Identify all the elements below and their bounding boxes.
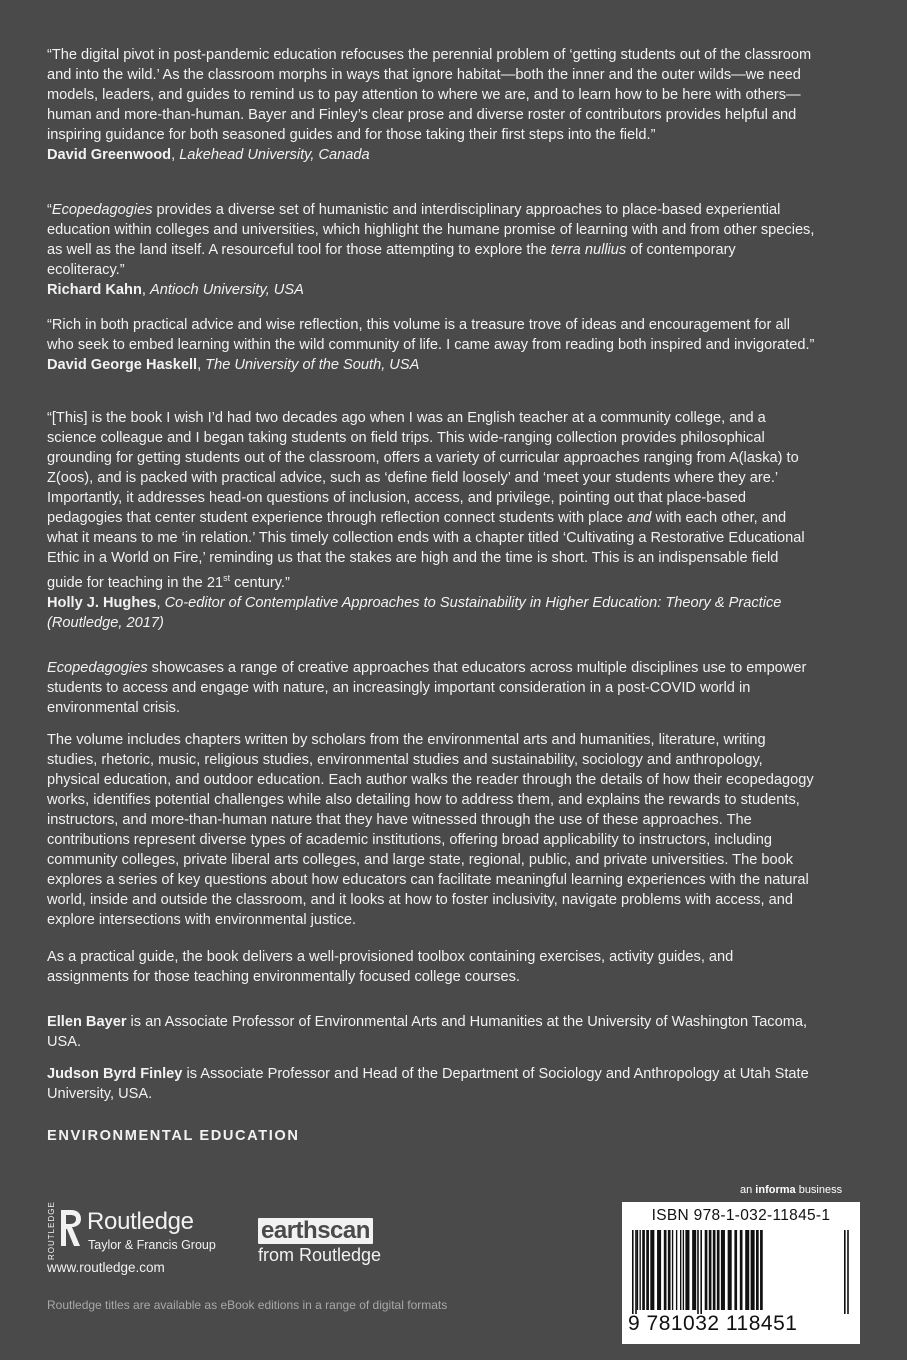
book-description-volume: The volume includes chapters written by scholars from the environmental arts and humanities, literature, writing studies, rhetoric, music, religious studies, environmental studies and sustainability, sociology and anthropology, physical education, and outdoor education. Each author walks the reader through the details of how their ecopedagogy works, identifies potential challenges while also detailing how to address them, and explains the rewards to students, instructors, and more-than-human nature that they have witnessed through the use of these approaches. The contributions represent diverse types of academic institutions, offering broad applicability to instructors, including community colleges, private liberal arts colleges, and large state, regional, public, and private universities. The book explores a series of key questions about how educators can facilitate meaningful learning experiences with the natural world, inside and outside the classroom, and it looks at how to foster inclusivity, navigate problems with access, and explore intersections with environmental justice. [47, 732, 814, 928]
endorser-affiliation: Lakehead University, Canada [179, 147, 370, 163]
barcode-bar [632, 1230, 634, 1314]
endorser-name: Richard Kahn [47, 282, 142, 298]
barcode-bar [680, 1230, 681, 1310]
endorser-name: Holly J. Hughes [47, 594, 157, 611]
barcode-bar [668, 1230, 671, 1310]
author-bio-finley: Judson Byrd Finley is Associate Professor and Head of the Department of Sociology and Anthropology at Utah State University, USA. [47, 1066, 809, 1102]
book-description-intro: Ecopedagogies showcases a range of creative approaches that educators across multiple disciplines use to empower students to access and engage with nature, an increasingly important consideration in a post-COVID world in environmental crisis. [47, 660, 807, 716]
routledge-name: Routledge [87, 1208, 194, 1235]
publisher-url: www.routledge.com [47, 1260, 165, 1275]
earthscan-wordmark: earthscan [258, 1218, 373, 1244]
barcode-bar [635, 1230, 637, 1314]
barcode-bar [642, 1230, 645, 1310]
isbn-label: ISBN 978-1-032-11845-1 [651, 1207, 831, 1224]
book-description-guide: As a practical guide, the book delivers a well-provisioned toolbox containing exercises, activity guides, and assignments for those teaching environmentally focused college courses. [47, 949, 734, 985]
barcode-bar [697, 1230, 699, 1314]
barcode-bar [692, 1230, 696, 1310]
endorser-name: David George Haskell [47, 357, 198, 373]
barcode-bar [717, 1230, 720, 1310]
subject-category: ENVIRONMENTAL EDUCATION [47, 1128, 300, 1144]
barcode-bar [713, 1230, 716, 1310]
barcode-bar [709, 1230, 712, 1310]
isbn-barcode [622, 1202, 860, 1344]
barcode-bar [683, 1230, 684, 1310]
endorsement-greenwood [47, 45, 817, 165]
barcode-bar [740, 1230, 743, 1310]
barcode-bar [721, 1230, 725, 1310]
endorsement-attribution: David George Haskell, The University of the South, USA [47, 357, 420, 373]
barcode-bar [844, 1230, 846, 1314]
barcode-bar [650, 1230, 654, 1310]
author-name: Judson Byrd Finley [47, 1066, 183, 1082]
barcode-bar [700, 1230, 702, 1314]
endorsement-text: “Rich in both practical advice and wise reflection, this volume is a treasure trove of ideas and encouragement for all who seek to embed learning within the wild community of life. I came away from reading both inspired and invigorated.” [47, 317, 815, 353]
endorsement-text: “The digital pivot in post-pandemic education refocuses the perennial problem of ‘getting students out of the classroom and into the wild.’ As the classroom morphs in ways that ignore habitat—both the inner and the outer wilds—we need models, leaders, and guides to remind us to pay attention to where we are, and to learn how to be here with others—human and more-than-human. Bayer and Finley’s clear prose and diverse roster of contributors provides helpful and inspiring guidance for both seasoned guides and for those taking their first steps into the field.” [47, 47, 812, 143]
barcode-bars [630, 1230, 852, 1314]
barcode-bar [734, 1230, 737, 1310]
endorser-name: David Greenwood [47, 147, 172, 163]
barcode-bar [760, 1230, 763, 1310]
barcode-bar [672, 1230, 673, 1310]
barcode-bar [657, 1230, 661, 1310]
endorser-affiliation: The University of the South, USA [205, 357, 420, 373]
barcode-bar [847, 1230, 849, 1314]
barcode-bar [664, 1230, 667, 1310]
routledge-r-icon [57, 1208, 83, 1248]
endorsement-kahn [47, 200, 817, 300]
barcode-bar [637, 1230, 638, 1310]
author-name: Ellen Bayer [47, 1014, 127, 1030]
barcode-digits: 9 781032 118451 [628, 1312, 798, 1335]
earthscan-logo [258, 1218, 418, 1268]
informa-tagline: an informa business [740, 1184, 843, 1196]
barcode-bar [640, 1230, 641, 1310]
routledge-logo [47, 1201, 227, 1264]
routledge-group: Taylor & Francis Group [88, 1238, 216, 1252]
barcode-bar [728, 1230, 732, 1310]
endorsement-text: “[This] is the book I wish I’d had two decades ago when I was an English teacher at a community college, and a science colleague and I began taking students on field trips. This wide-ranging collection provides philosophical grounding for getting students out of the classroom, offers a variety of curricular approaches ranging from A(laska) to Z(oos), and is packed with practical advice, such as ‘define field loosely’ and ‘meet your students where they are.’ Importantly, it addresses head-on questions of inclusion, access, and privilege, pointing out that place-based pedagogies that center student experience through reflection connect students with place and with each other, and what it means to me ‘in relation.’ This timely collection ends with a chapter titled ‘Cultivating a Restorative Educational Ethic in a World on Fire,’ reminding us that the stakes are high and the time is short. This is an indispensable field guide for teaching in the 21st century.” [47, 410, 805, 591]
routledge-vertical-wordmark: ROUTLEDGE [47, 1201, 56, 1260]
endorsement-attribution: David Greenwood, Lakehead University, Canada [47, 147, 370, 163]
barcode-bar [646, 1230, 649, 1310]
endorser-affiliation: Antioch University, USA [149, 282, 304, 298]
endorsement-attribution: Richard Kahn, Antioch University, USA [47, 282, 304, 298]
barcode-bar [685, 1230, 689, 1310]
barcode-bar [751, 1230, 755, 1310]
barcode-bar [676, 1230, 677, 1310]
author-bio-bayer: Ellen Bayer is an Associate Professor of Environmental Arts and Humanities at the University of Washington Tacoma, USA. [47, 1014, 808, 1050]
endorser-affiliation: Co-editor of Contemplative Approaches to Sustainability in Higher Education: Theory & Practice (Routledge, 2017) [47, 594, 782, 631]
earthscan-from: from Routledge [258, 1245, 382, 1265]
ebook-note: Routledge titles are available as eBook editions in a range of digital formats [47, 1298, 448, 1312]
barcode-bar [705, 1230, 708, 1310]
endorsement-attribution: Holly J. Hughes, Co-editor of Contemplative Approaches to Sustainability in Higher Education: Theory & Practice (Routledge, 2017) [47, 594, 782, 631]
barcode-bar [756, 1230, 759, 1310]
endorsement-text: “Ecopedagogies provides a diverse set of humanistic and interdisciplinary approaches to place-based experiential education within colleges and universities, which highlight the humane promise of learning with and from other species, as well as the land itself. A resourceful tool for those attempting to explore the terra nullius of contemporary ecoliteracy.” [47, 202, 815, 278]
endorsement-haskell [47, 315, 817, 375]
endorsement-hughes [47, 408, 817, 633]
barcode-bar [745, 1230, 749, 1310]
